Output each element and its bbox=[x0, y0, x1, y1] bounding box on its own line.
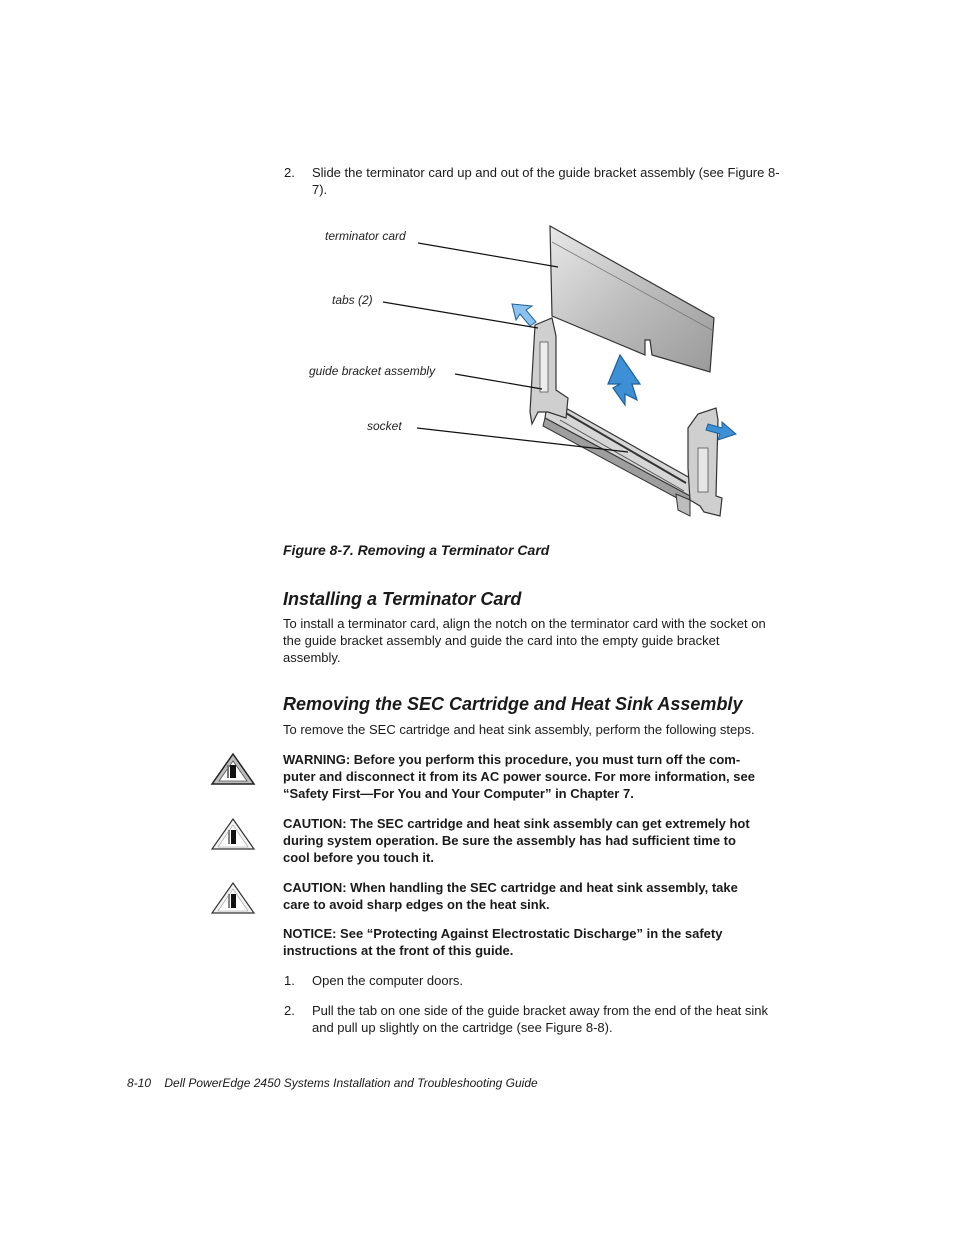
warning-notice bbox=[283, 751, 823, 802]
caution-notice bbox=[283, 879, 823, 913]
step-text bbox=[312, 1002, 824, 1036]
paragraph-line: To install a terminator card, align the notch on the terminator card with the socket on bbox=[283, 616, 766, 631]
notice-line: care to avoid sharp edges on the heat sink. bbox=[283, 897, 550, 912]
notice-line: “Safety First—For You and Your Computer” in Chapter 7. bbox=[283, 786, 634, 801]
notice-line: during system operation. Be sure the assembly has had sufficient time to bbox=[283, 833, 736, 848]
caution-notice bbox=[283, 815, 823, 866]
notice-block bbox=[283, 925, 823, 959]
tab-arrow-left-icon bbox=[512, 304, 536, 326]
notice-line: instructions at the front of this guide. bbox=[283, 943, 514, 958]
label-tabs: tabs (2) bbox=[332, 293, 373, 307]
section-heading: Installing a Terminator Card bbox=[283, 589, 522, 609]
caution-triangle-icon bbox=[210, 881, 256, 915]
caution-triangle-icon bbox=[210, 817, 256, 851]
section-heading: Removing the SEC Cartridge and Heat Sink Assembly bbox=[283, 694, 743, 714]
notice-line: CAUTION: The SEC cartridge and heat sink assembly can get extremely hot bbox=[283, 816, 750, 831]
label-guide-bracket: guide bracket assembly bbox=[309, 364, 436, 378]
notice-line: WARNING: Before you perform this procedure, you must turn off the com- bbox=[283, 752, 741, 767]
notice-line: NOTICE: See “Protecting Against Electrostatic Discharge” in the safety bbox=[283, 926, 723, 941]
paragraph-line: assembly. bbox=[283, 650, 341, 665]
step-text bbox=[312, 164, 824, 198]
step-text-line: Open the computer doors. bbox=[312, 973, 464, 988]
step-text bbox=[312, 972, 824, 989]
step-item bbox=[284, 1002, 824, 1038]
left-guide-bracket-shape bbox=[530, 318, 568, 424]
notice-line: CAUTION: When handling the SEC cartridge and heat sink assembly, take bbox=[283, 880, 738, 895]
notice-line: puter and disconnect it from its AC power source. For more information, see bbox=[283, 769, 755, 784]
step-item bbox=[284, 972, 824, 992]
step-text-line: Pull the tab on one side of the guide bracket away from the end of the heat sink bbox=[312, 1003, 769, 1018]
lift-arrow-icon bbox=[608, 355, 640, 405]
warning-triangle-icon bbox=[210, 752, 256, 786]
label-socket: socket bbox=[367, 419, 402, 433]
paragraph-line: the guide bracket assembly and guide the card into the empty guide bracket bbox=[283, 633, 720, 648]
section-paragraph bbox=[283, 615, 823, 666]
step-number: 2. bbox=[284, 1003, 295, 1018]
terminator-card-shape bbox=[550, 226, 714, 372]
label-terminator-card: terminator card bbox=[325, 229, 406, 243]
page-footer: 8-10 Dell PowerEdge 2450 Systems Installation and Troubleshooting Guide bbox=[127, 1076, 538, 1090]
step-text-line: Slide the terminator card up and out of the guide bracket assembly (see Figure 8- bbox=[312, 165, 780, 180]
step-number: 1. bbox=[284, 973, 295, 988]
step-number: 2. bbox=[284, 165, 295, 180]
step-text-line: and pull up slightly on the cartridge (see Figure 8-8). bbox=[312, 1020, 613, 1035]
section-intro: To remove the SEC cartridge and heat sink assembly, perform the following steps. bbox=[283, 722, 755, 737]
step-text-line: 7). bbox=[312, 182, 328, 197]
figure-caption: Figure 8-7. Removing a Terminator Card bbox=[283, 542, 550, 558]
notice-line: cool before you touch it. bbox=[283, 850, 434, 865]
